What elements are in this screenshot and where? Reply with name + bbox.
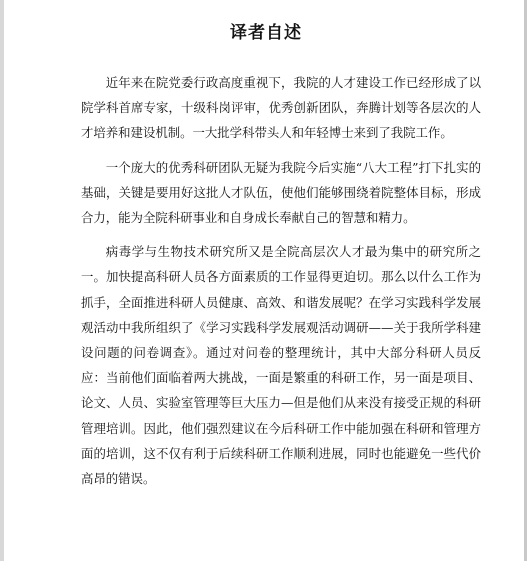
document-title: 译者自述 xyxy=(230,23,302,43)
paragraph-1: 近年来在院党委行政高度重视下，我院的人才建设工作已经形成了以院学科首席专家，十级科岗评审，优秀创新团队，奔腾计划等各层次的人才培养和建设机制。一大批学科带头人和年轻博士来到了我院工作。 xyxy=(81,75,481,141)
document-page xyxy=(40,0,492,561)
page-left-edge xyxy=(0,0,4,561)
paragraph-3: 病毒学与生物技术研究所又是全院高层次人才最为集中的研究所之一。加快提高科研人员各方面素质的工作显得更迫切。那么以什么工作为抓手，全面推进科研人员健康、高效、和谐发展呢？在学习实践科学发展观活动中我所组织了《学习实践科学发展观活动调研——关于我所学科建设问题的问卷调查》。通过对问卷的整理统计，其中大部分科研人员反应：当前他们面临着两大挑战，一面是繁重的科研工作，另一面是项目、论文、人员、实验室管理等巨大压力—但是他们从来没有接受正规的科研管理培训。因此，他们强烈建议在今后科研工作中能加强在科研和管理方面的培训，这不仅有利于后续科研工作顺利进展，同时也能避免一些代价高昂的错误。 xyxy=(81,244,481,487)
document-body xyxy=(81,70,481,500)
paragraph-2: 一个庞大的优秀科研团队无疑为我院今后实施“八大工程”打下扎实的基础，关键是要用好这批人才队伍，使他们能够围绕着院整体目标，形成合力，能为全院科研事业和自身成长奉献自己的智慧和精力。 xyxy=(81,159,481,226)
